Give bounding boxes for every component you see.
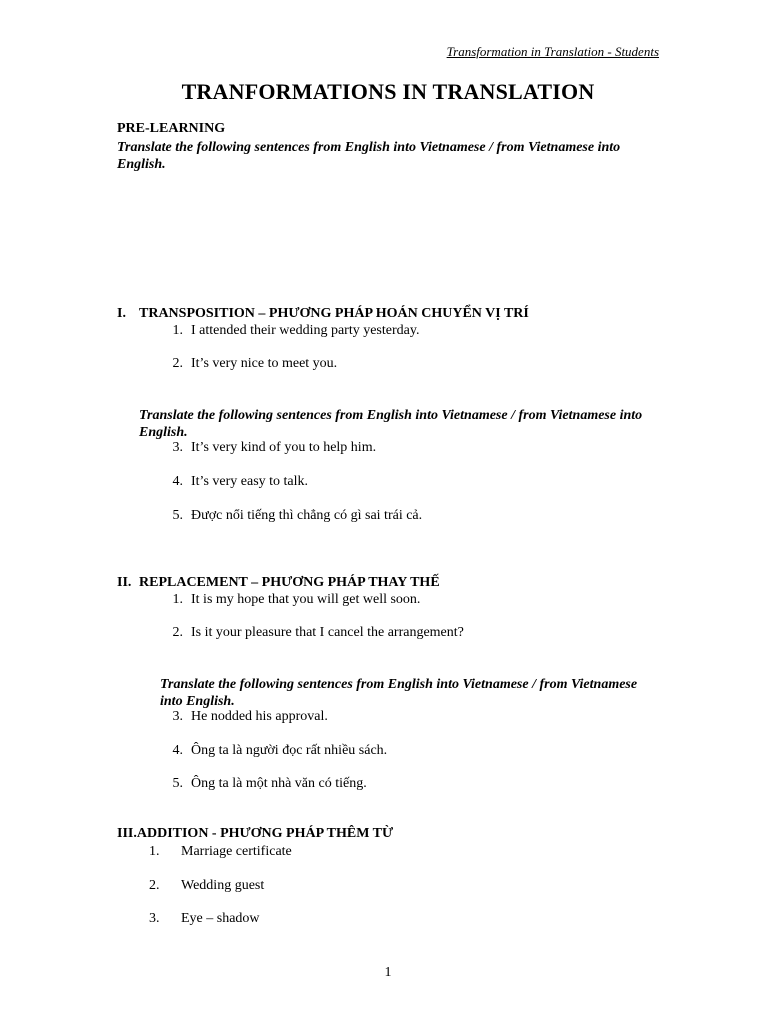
item-number: 2.	[149, 878, 160, 893]
pre-learning-instruction: Translate the following sentences from English into Vietnamese / from Vietnamese into English.	[117, 140, 621, 172]
section-2-title: REPLACEMENT – PHƯƠNG PHÁP THAY THẾ	[139, 575, 440, 590]
section-3-title: ADDITION - PHƯƠNG PHÁP THÊM TỪ	[136, 826, 394, 841]
list-item	[161, 592, 420, 608]
section-1-heading	[117, 306, 529, 322]
list-item	[161, 508, 422, 524]
item-number: 5.	[172, 508, 183, 523]
section-1-instruction: Translate the following sentences from English into Vietnamese / from Vietnamese into English.	[139, 408, 643, 440]
running-header: Transformation in Translation - Students	[446, 44, 659, 59]
item-text: It’s very kind of you to help him.	[191, 440, 377, 455]
item-number: 2.	[172, 356, 183, 371]
item-number: 1.	[149, 844, 160, 859]
item-number: 1.	[172, 323, 183, 338]
item-text: Eye – shadow	[181, 911, 260, 926]
item-text: Ông ta là người đọc rất nhiều sách.	[191, 743, 388, 758]
item-number: 3.	[172, 440, 183, 455]
section-2-heading	[117, 575, 440, 591]
item-text: I attended their wedding party yesterday.	[191, 323, 420, 338]
item-number: 5.	[172, 776, 183, 791]
list-item	[161, 743, 387, 759]
section-3-numeral: III.	[117, 826, 137, 841]
list-item	[161, 356, 337, 372]
item-number: 4.	[172, 743, 183, 758]
section-1-title: TRANSPOSITION – PHƯƠNG PHÁP HOÁN CHUYỂN VỊ TRÍ	[139, 306, 529, 321]
list-item	[161, 440, 376, 456]
page-number: 1	[384, 965, 392, 980]
pre-learning-heading: PRE-LEARNING	[117, 121, 226, 136]
page-title: TRANFORMATIONS IN TRANSLATION	[181, 79, 595, 104]
item-number: 1.	[172, 592, 183, 607]
section-2-numeral: II.	[117, 575, 132, 590]
list-item	[161, 776, 367, 792]
item-number: 3.	[149, 911, 160, 926]
list-item	[161, 709, 328, 725]
item-number: 4.	[172, 474, 183, 489]
item-text: He nodded his approval.	[191, 709, 328, 724]
list-item	[161, 474, 308, 490]
item-number: 2.	[172, 625, 183, 640]
section-2-instruction: Translate the following sentences from English into Vietnamese / from Vietnamese into English.	[160, 677, 638, 709]
list-item	[161, 625, 464, 641]
list-item	[161, 323, 419, 339]
section-1-numeral: I.	[117, 306, 126, 321]
item-text: It’s very nice to meet you.	[191, 356, 338, 371]
item-text: It is my hope that you will get well soon.	[191, 592, 421, 607]
list-item	[149, 911, 260, 927]
list-item	[149, 878, 264, 894]
item-text: It’s very easy to talk.	[191, 474, 309, 489]
item-text: Is it your pleasure that I cancel the arrangement?	[191, 625, 464, 640]
item-number: 3.	[172, 709, 183, 724]
section-3-heading	[117, 826, 393, 842]
item-text: Được nổi tiếng thì chẳng có gì sai trái cả.	[191, 508, 423, 523]
list-item	[149, 844, 292, 860]
item-text: Marriage certificate	[181, 844, 292, 859]
item-text: Wedding guest	[181, 878, 265, 893]
item-text: Ông ta là một nhà văn có tiếng.	[191, 776, 367, 791]
